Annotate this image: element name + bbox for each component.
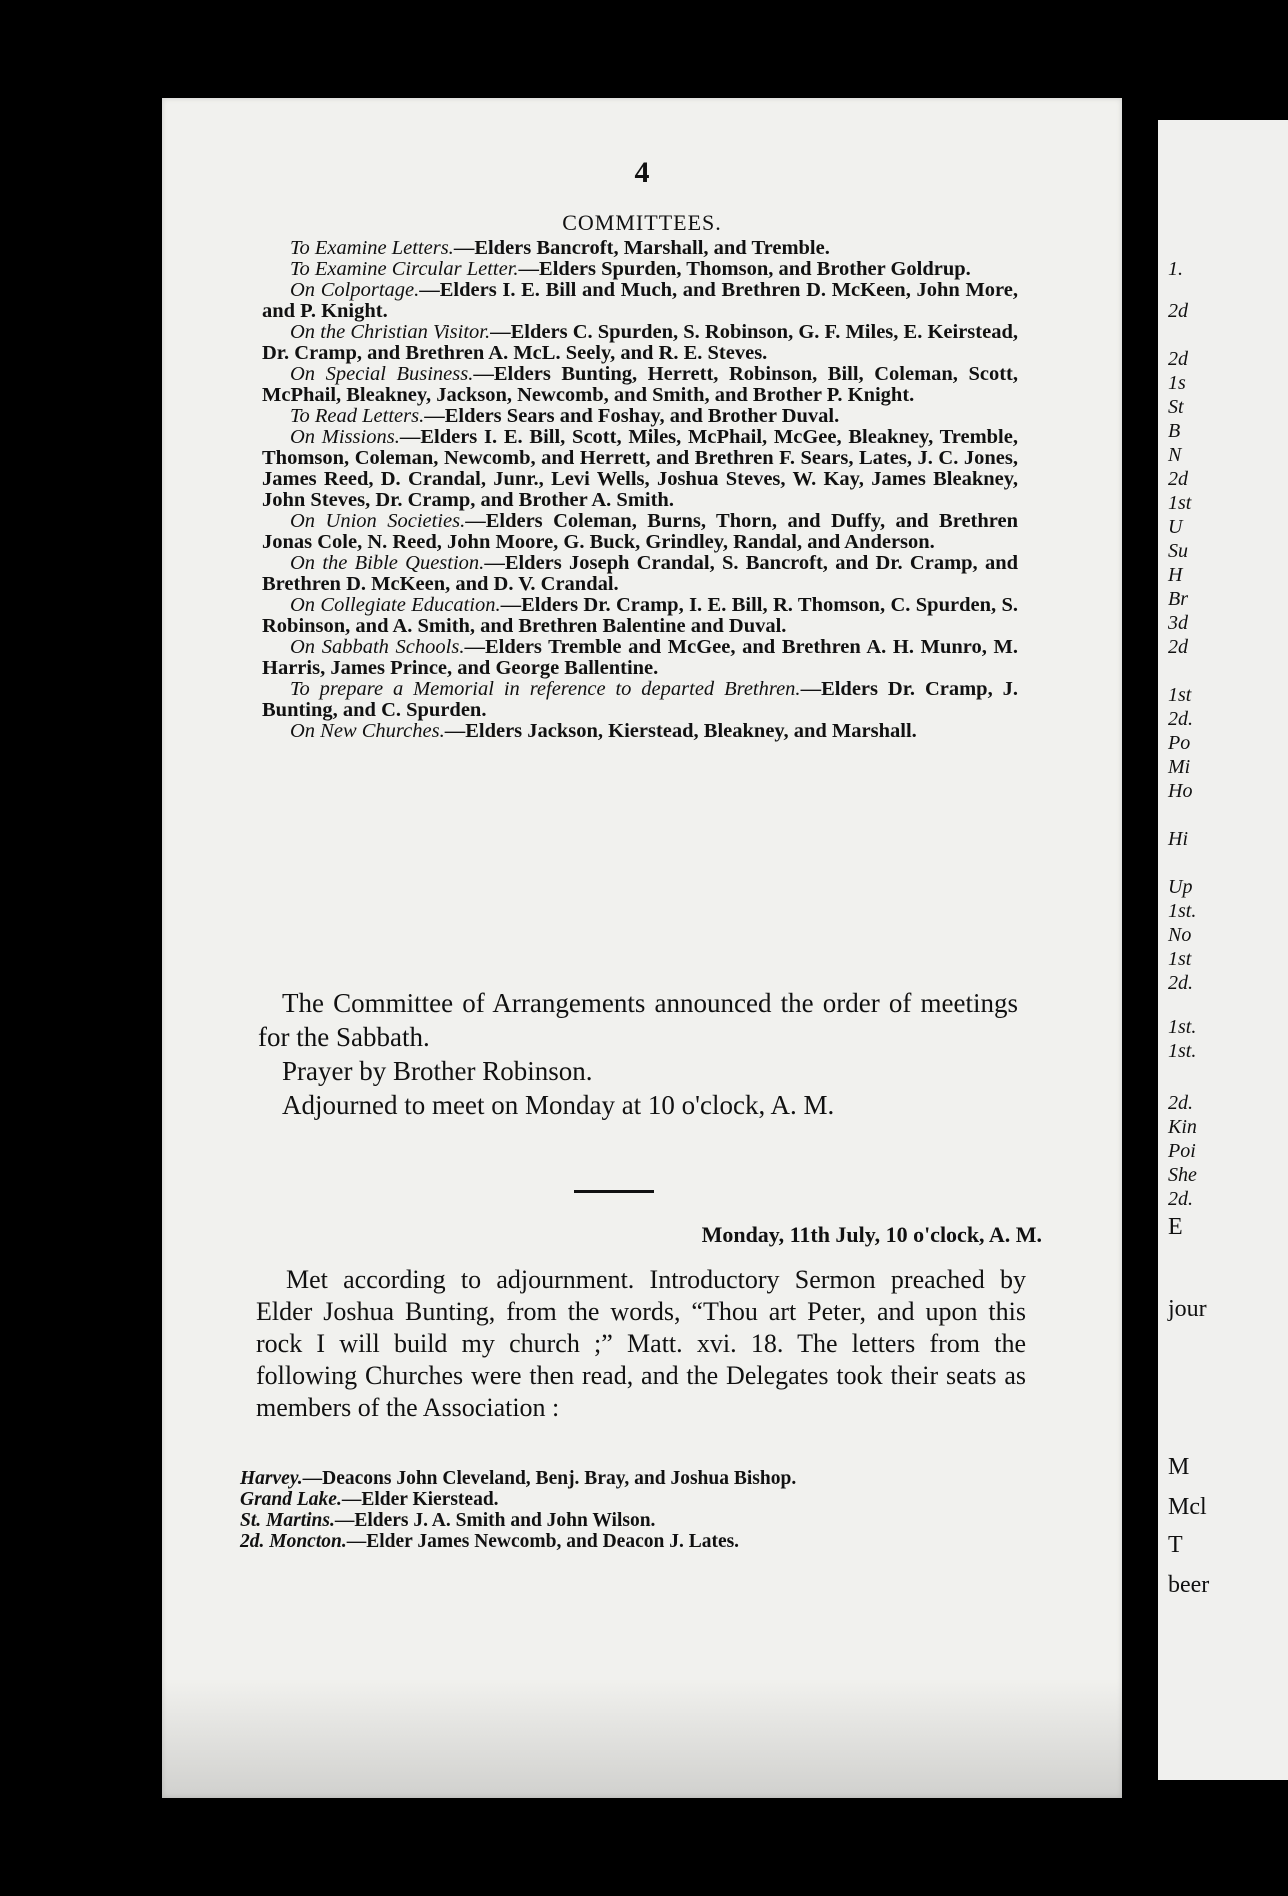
facing-page-fragment: beer — [1168, 1572, 1210, 1598]
facing-page-fragment: 1. — [1168, 258, 1183, 280]
facing-page-fragment: B — [1168, 420, 1181, 442]
committee-members: —Elders Bancroft, Marshall, and Tremble. — [453, 237, 830, 259]
committee-topic: On Missions. — [290, 426, 400, 448]
committee-members: —Elders I. E. Bill and Much, and Brethren D. McKeen, John More, and P. Knight. — [262, 279, 1018, 322]
facing-page-fragment: She — [1168, 1164, 1197, 1186]
section-title: COMMITTEES. — [562, 210, 722, 235]
facing-page-fragment: Hi — [1168, 828, 1188, 850]
facing-page-fragment: 2d. — [1168, 1092, 1193, 1114]
committee-topic: On Sabbath Schools. — [290, 636, 465, 658]
committee-topic: On Union Societies. — [290, 510, 466, 532]
facing-page-fragment: Mcl — [1168, 1494, 1207, 1520]
committee-entry — [262, 406, 1018, 427]
committee-topic: To Read Letters. — [290, 405, 425, 427]
delegate-names: —Elders J. A. Smith and John Wilson. — [334, 1510, 656, 1531]
announcement-paragraph: The Committee of Arrangements announced the order of meetings for the Sabbath. — [258, 988, 1018, 1052]
committee-members: —Elders Coleman, Burns, Thorn, and Duffy, and Brethren Jonas Cole, N. Reed, John Moore, G. Buck, Grindley, Randal, and Anderson. — [262, 510, 1018, 553]
committee-members: —Elders Bunting, Herrett, Robinson, Bill, Coleman, Scott, McPhail, Bleakney, Jackson, Newcomb, and Smith, and Brother P. Knight. — [262, 363, 1018, 406]
facing-page-fragment: N — [1168, 444, 1182, 466]
committee-members: —Elders Spurden, Thomson, and Brother Goldrup. — [518, 258, 971, 280]
committee-entry — [262, 427, 1018, 511]
day-heading: Monday, 11th July, 10 o'clock, A. M. — [701, 1222, 1042, 1247]
page-shadow — [162, 1678, 1122, 1798]
facing-page-fragment: M — [1168, 1454, 1190, 1480]
facing-page-fragment: Kin — [1168, 1116, 1197, 1138]
facing-page-fragment: Up — [1168, 876, 1193, 898]
church-name: 2d. Moncton. — [240, 1531, 347, 1552]
committee-entry — [262, 511, 1018, 553]
facing-page-fragment: Br — [1168, 588, 1188, 610]
committee-entry — [262, 721, 1018, 742]
facing-page-fragment: 1st. — [1168, 1016, 1197, 1038]
facing-page-fragment: 1st — [1168, 948, 1192, 970]
committee-members: —Elders C. Spurden, S. Robinson, G. F. Miles, E. Keirstead, Dr. Cramp, and Brethren A. McL. Seely, and R. E. Steves. — [262, 321, 1018, 364]
facing-page-fragment: No — [1168, 924, 1192, 946]
facing-page-fragment: 2d. — [1168, 1188, 1193, 1210]
committee-members: —Elders Sears and Foshay, and Brother Duval. — [424, 405, 840, 427]
delegates-list — [240, 1468, 1030, 1552]
facing-page-fragment: 2d. — [1168, 972, 1193, 994]
committee-topic: To Examine Circular Letter. — [290, 258, 519, 280]
committee-members: —Elders Jackson, Kierstead, Bleakney, and Marshall. — [444, 720, 917, 742]
delegate-entry — [240, 1510, 1030, 1531]
facing-page-fragment: 1st. — [1168, 1040, 1197, 1062]
facing-page-fragment: 2d — [1168, 636, 1188, 658]
facing-page-edge — [1158, 120, 1288, 1780]
committee-entry — [262, 679, 1018, 721]
church-name: St. Martins. — [240, 1510, 335, 1531]
committee-topic: On New Churches. — [290, 720, 445, 742]
committees-list — [262, 238, 1018, 742]
facing-page-fragment: H — [1168, 564, 1183, 586]
committee-entry — [262, 637, 1018, 679]
committee-entry — [262, 553, 1018, 595]
committee-entry — [262, 595, 1018, 637]
facing-page-fragment: jour — [1168, 1296, 1207, 1322]
facing-page-fragment: 1st. — [1168, 900, 1197, 922]
committee-topic: On Collegiate Education. — [290, 594, 501, 616]
facing-page-fragment: Ho — [1168, 780, 1193, 802]
committee-entry — [262, 238, 1018, 259]
committee-topic: To prepare a Memorial in reference to departed Brethren. — [290, 678, 801, 700]
delegate-names: —Deacons John Cleveland, Benj. Bray, and Joshua Bishop. — [302, 1468, 797, 1489]
facing-page-fragment: Po — [1168, 732, 1191, 754]
committee-topic: On the Christian Visitor. — [290, 321, 491, 343]
announcement-paragraph: Prayer by Brother Robinson. — [282, 1056, 593, 1086]
facing-page-fragment: Mi — [1168, 756, 1191, 778]
committee-members: —Elders I. E. Bill, Scott, Miles, McPhail, McGee, Bleakney, Tremble, Thomson, Coleman, Newcomb, and Herrett, and Brethren F. Sears, Lates, J. C. Jones, James Reed, D. Crandal, Junr., Levi Wells, Joshua Steves, W. Kay, James Bleakney, John Steves, Dr. Cramp, and Brother A. Smith. — [262, 426, 1018, 511]
monday-minutes — [256, 1264, 1026, 1424]
delegate-names: —Elder Kierstead. — [341, 1489, 499, 1510]
delegate-entry — [240, 1531, 1030, 1552]
delegate-entry — [240, 1468, 1030, 1489]
committee-topic: On the Bible Question. — [290, 552, 485, 574]
committee-entry — [262, 322, 1018, 364]
committee-topic: On Colportage. — [290, 279, 420, 301]
delegate-entry — [240, 1489, 1030, 1510]
facing-page-fragment: T — [1168, 1532, 1183, 1558]
facing-page-fragment: U — [1168, 516, 1183, 538]
facing-page-fragment: Poi — [1168, 1140, 1196, 1162]
facing-page-fragment: 2d — [1168, 300, 1188, 322]
church-name: Harvey. — [240, 1468, 303, 1489]
committee-entry — [262, 280, 1018, 322]
committee-members: —Elders Dr. Cramp, I. E. Bill, R. Thomson, C. Spurden, S. Robinson, and A. Smith, and Brethren Balentine and Duval. — [262, 594, 1018, 637]
facing-page-fragment: 2d. — [1168, 708, 1193, 730]
committee-members: —Elders Tremble and McGee, and Brethren A. H. Munro, M. Harris, James Prince, and George Ballentine. — [262, 636, 1018, 679]
document-page — [162, 98, 1122, 1798]
facing-page-fragment: Su — [1168, 540, 1188, 562]
facing-page-fragment: 1s — [1168, 372, 1186, 394]
page-number: 4 — [634, 156, 650, 189]
facing-page-fragment: 3d — [1168, 612, 1188, 634]
facing-page-fragment: 1st — [1168, 684, 1192, 706]
facing-page-fragment: 2d — [1168, 348, 1188, 370]
delegate-names: —Elder James Newcomb, and Deacon J. Lates. — [346, 1531, 740, 1552]
committee-members: —Elders Dr. Cramp, J. Bunting, and C. Spurden. — [262, 678, 1018, 721]
minutes-paragraph: Met according to adjournment. Introductory Sermon preached by Elder Joshua Bunting, from the words, “Thou art Peter, and upon this rock I will build my church ;” Matt. xvi. 18. The letters from the following Churches were then read, and the Delegates took their seats as members of the Association : — [256, 1265, 1026, 1422]
facing-page-fragment: E — [1168, 1214, 1183, 1240]
facing-page-fragment: 1st — [1168, 492, 1192, 514]
committee-members: —Elders Joseph Crandal, S. Bancroft, and Dr. Cramp, and Brethren D. McKeen, and D. V. Crandal. — [262, 552, 1018, 595]
committee-entry — [262, 259, 1018, 280]
facing-page-fragment: 2d — [1168, 468, 1188, 490]
committee-entry — [262, 364, 1018, 406]
facing-page-fragment: St — [1168, 396, 1184, 418]
committee-topic: On Special Business. — [290, 363, 474, 385]
section-divider — [574, 1190, 654, 1193]
church-name: Grand Lake. — [240, 1489, 342, 1510]
announcements — [258, 986, 1018, 1122]
announcement-paragraph: Adjourned to meet on Monday at 10 o'clock, A. M. — [282, 1090, 835, 1120]
committee-topic: To Examine Letters. — [290, 237, 454, 259]
